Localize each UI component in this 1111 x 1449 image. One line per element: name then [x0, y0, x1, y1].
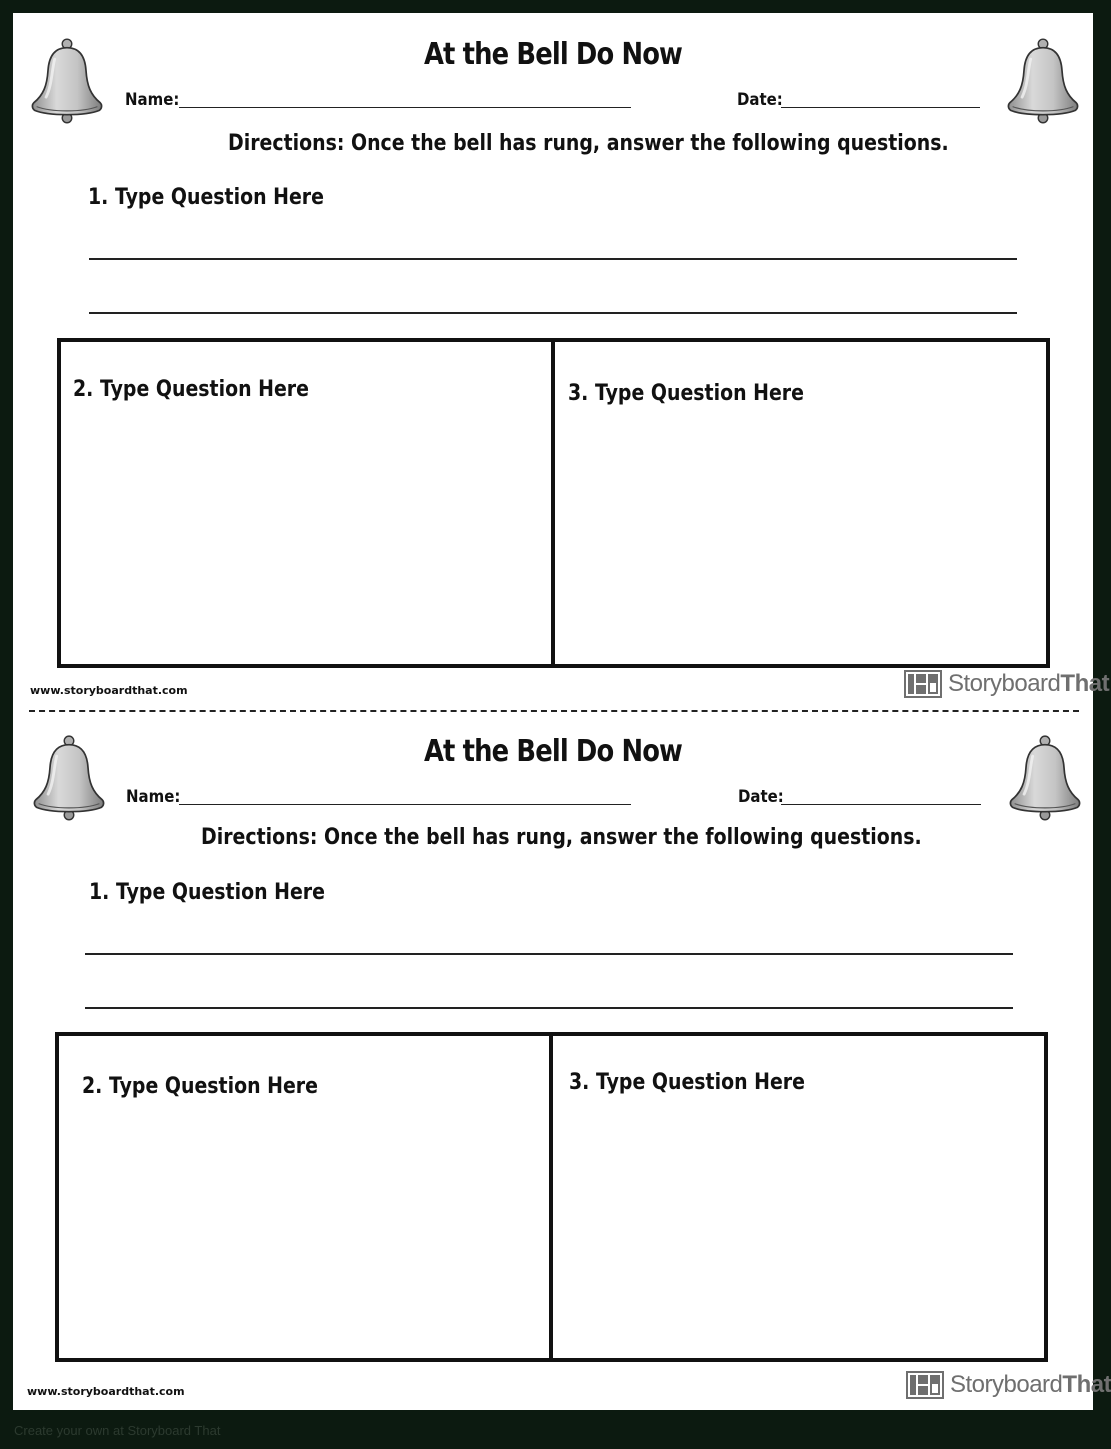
answer-line-2[interactable] — [85, 1007, 1013, 1009]
footer-note[interactable]: Create your own at Storyboard That — [14, 1423, 221, 1438]
answer-line-1[interactable] — [89, 258, 1017, 260]
logo-word-storyboard: Storyboard — [948, 670, 1061, 697]
storyboard-logo-icon — [904, 670, 942, 698]
question-2: 2. Type Question Here — [73, 377, 309, 402]
logo-word-that: That — [1060, 670, 1110, 697]
worksheet-page — [13, 13, 1111, 1410]
answer-boxes — [55, 1032, 1048, 1362]
logo-word-storyboard: Storyboard — [950, 1371, 1063, 1398]
question-3: 3. Type Question Here — [569, 1070, 805, 1095]
website-url[interactable]: www.storyboardthat.com — [30, 684, 188, 697]
storyboardthat-logo — [904, 670, 1109, 698]
name-label: Name: — [125, 90, 180, 110]
question-3: 3. Type Question Here — [568, 381, 804, 406]
answer-line-2[interactable] — [89, 312, 1017, 314]
page-title: At the Bell Do Now — [423, 37, 683, 72]
answer-boxes — [57, 338, 1050, 668]
directions-text: Directions: Once the bell has rung, answer the following questions. — [228, 131, 949, 156]
date-field[interactable] — [781, 107, 980, 108]
storyboard-logo-icon — [906, 1371, 944, 1399]
name-field[interactable] — [179, 107, 631, 108]
answer-line-1[interactable] — [85, 953, 1013, 955]
bell-icon — [1007, 733, 1083, 821]
date-field[interactable] — [781, 804, 981, 805]
page-title: At the Bell Do Now — [423, 734, 683, 769]
date-label: Date: — [737, 90, 783, 110]
box-divider — [551, 342, 555, 664]
name-field[interactable] — [179, 804, 631, 805]
cut-line — [29, 710, 1079, 712]
name-label: Name: — [126, 787, 181, 807]
question-1: 1. Type Question Here — [88, 185, 324, 210]
question-2: 2. Type Question Here — [82, 1074, 318, 1099]
website-url[interactable]: www.storyboardthat.com — [27, 1385, 185, 1398]
directions-text: Directions: Once the bell has rung, answer the following questions. — [201, 825, 922, 850]
storyboardthat-logo — [906, 1371, 1111, 1399]
date-label: Date: — [738, 787, 784, 807]
question-1: 1. Type Question Here — [89, 880, 325, 905]
box-divider — [549, 1036, 553, 1358]
logo-word-that: That — [1062, 1371, 1111, 1398]
